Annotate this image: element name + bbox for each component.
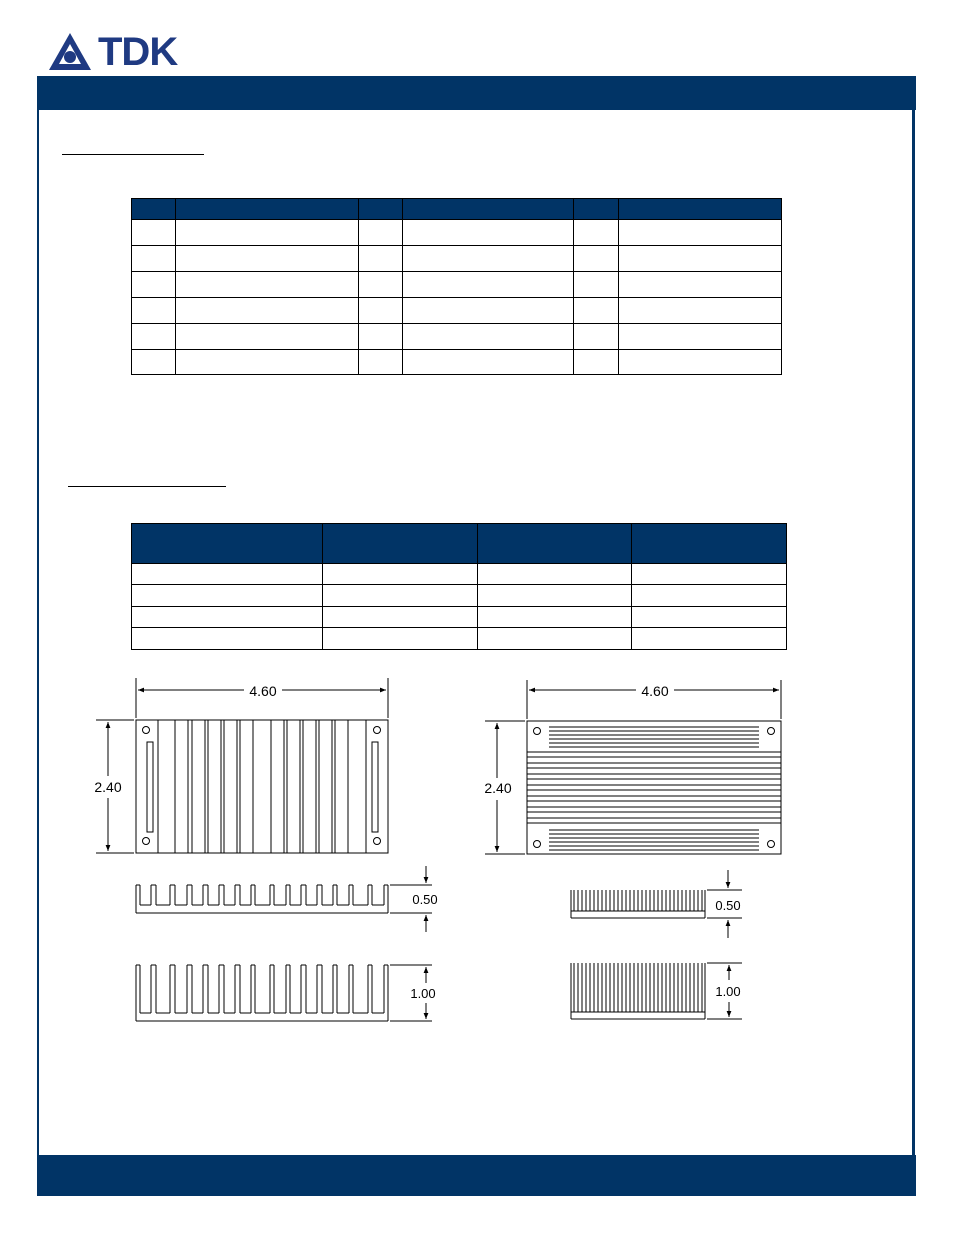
table-cell (132, 585, 323, 607)
frame-right-border (912, 110, 915, 1160)
table-cell (132, 246, 176, 272)
table-row (132, 220, 782, 246)
table-cell (478, 628, 632, 650)
heatsink-table-header-cell (632, 524, 787, 564)
table-cell (132, 324, 176, 350)
table-cell (619, 246, 782, 272)
left-high-profile-view (136, 965, 432, 1021)
table-cell (619, 298, 782, 324)
logo-text: TDK (98, 30, 178, 74)
table-cell (403, 246, 574, 272)
frame-left-border (37, 110, 39, 1196)
section-1-heading-rule (62, 154, 204, 155)
table-cell (403, 298, 574, 324)
table-row (132, 272, 782, 298)
table-cell (359, 246, 403, 272)
table-cell (403, 324, 574, 350)
heatsink-table (131, 523, 787, 650)
table-cell (176, 220, 359, 246)
table-cell (359, 298, 403, 324)
right-low-profile-dimension: 0.50 (715, 898, 741, 913)
pin-table-header-cell (132, 199, 176, 220)
table-cell (176, 324, 359, 350)
heatsink-drawings (80, 670, 800, 1035)
header-bar (37, 76, 916, 110)
footer-bar (37, 1155, 916, 1196)
table-cell (574, 298, 619, 324)
table-cell (323, 628, 478, 650)
table-row (132, 350, 782, 375)
table-cell (403, 350, 574, 375)
table-row (132, 607, 787, 628)
table-cell (132, 607, 323, 628)
pin-table-header (132, 199, 782, 220)
table-cell (632, 628, 787, 650)
heatsink-table-header (132, 524, 787, 564)
table-cell (574, 350, 619, 375)
table-cell (132, 564, 323, 585)
heatsink-table-header-cell (132, 524, 323, 564)
table-cell (359, 272, 403, 298)
table-cell (478, 585, 632, 607)
table-cell (619, 220, 782, 246)
heatsink-table-header-cell (323, 524, 478, 564)
right-high-profile-dimension: 1.00 (715, 984, 741, 999)
table-cell (132, 220, 176, 246)
table-cell (359, 350, 403, 375)
table-row (132, 246, 782, 272)
table-cell (574, 272, 619, 298)
pin-table-header-cell (403, 199, 574, 220)
table-cell (176, 298, 359, 324)
table-row (132, 298, 782, 324)
left-width-dimension: 4.60 (249, 683, 277, 699)
table-cell (132, 628, 323, 650)
table-cell (619, 350, 782, 375)
table-cell (132, 298, 176, 324)
table-cell (403, 272, 574, 298)
heatsink-table-header-cell (478, 524, 632, 564)
table-cell (619, 272, 782, 298)
left-top-view (96, 678, 388, 853)
table-row (132, 628, 787, 650)
table-row (132, 585, 787, 607)
right-width-dimension: 4.60 (641, 683, 669, 699)
table-cell (632, 564, 787, 585)
left-low-profile-dimension: 0.50 (412, 892, 438, 907)
table-cell (132, 350, 176, 375)
table-cell (176, 272, 359, 298)
table-cell (478, 607, 632, 628)
table-cell (632, 607, 787, 628)
section-2-heading-rule (68, 486, 226, 487)
table-cell (403, 220, 574, 246)
table-cell (359, 220, 403, 246)
table-cell (619, 324, 782, 350)
table-row (132, 564, 787, 585)
table-cell (632, 585, 787, 607)
tdk-emblem-icon (48, 32, 92, 72)
table-cell (323, 564, 478, 585)
table-cell (323, 585, 478, 607)
tdk-logo (48, 32, 213, 72)
pin-table-header-cell (176, 199, 359, 220)
table-cell (132, 272, 176, 298)
table-row (132, 324, 782, 350)
pin-table-header-cell (619, 199, 782, 220)
pin-table-header-cell (574, 199, 619, 220)
pin-table (131, 198, 782, 375)
table-cell (478, 564, 632, 585)
table-cell (574, 324, 619, 350)
table-cell (574, 246, 619, 272)
left-low-profile-view (136, 866, 432, 932)
left-high-profile-dimension: 1.00 (410, 986, 436, 1001)
table-cell (574, 220, 619, 246)
left-height-dimension: 2.40 (94, 779, 122, 795)
table-cell (359, 324, 403, 350)
right-top-view (485, 680, 781, 854)
table-cell (323, 607, 478, 628)
table-cell (176, 350, 359, 375)
table-cell (176, 246, 359, 272)
right-height-dimension: 2.40 (484, 780, 512, 796)
pin-table-header-cell (359, 199, 403, 220)
